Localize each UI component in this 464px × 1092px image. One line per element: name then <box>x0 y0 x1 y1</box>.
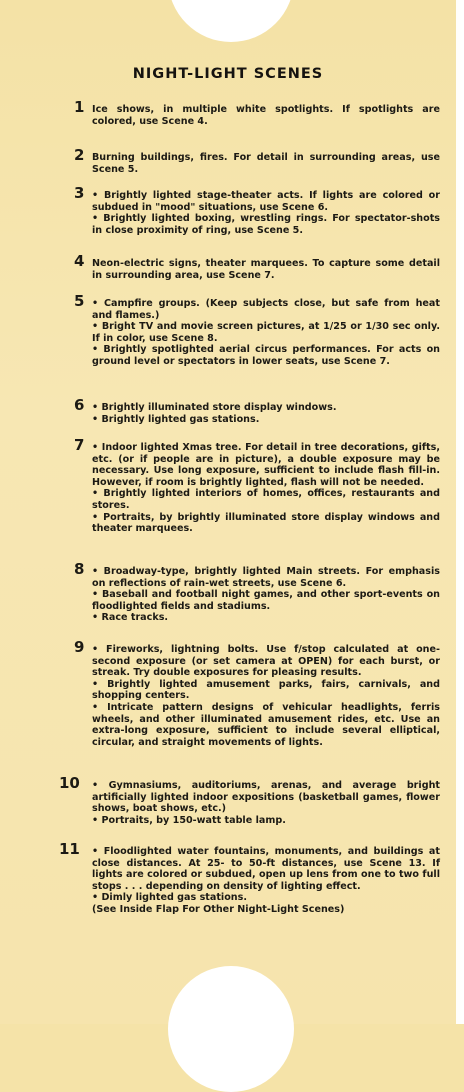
page-title: NIGHT-LIGHT SCENES <box>132 66 324 82</box>
scene-item <box>56 560 440 624</box>
scene-number: 2 <box>74 146 85 164</box>
scene-item <box>56 436 440 535</box>
scene-item <box>56 292 440 368</box>
scene-number: 11 <box>59 840 80 858</box>
scene-text: • Floodlighted water fountains, monuments, and buildings at close distances. At 25- to 50-ft distances, use Scene 13. If lights are colored or subdued, open up lens from one to two full stops . . . depending on density of lighting effect. • Dimly lighted gas stations. (See Inside Flap For Other Night-Light Scenes) <box>92 846 440 915</box>
scene-number: 9 <box>74 638 85 656</box>
scene-number: 6 <box>74 396 85 414</box>
scene-item <box>56 774 440 826</box>
scene-text: • Gymnasiums, auditoriums, arenas, and average bright artificially lighted indoor expositions (basketball games, flower shows, boat shows, etc.) • Portraits, by 150-watt table lamp. <box>92 780 440 826</box>
scene-number: 3 <box>74 184 85 202</box>
scene-number: 1 <box>74 98 85 116</box>
scene-text: • Brightly lighted stage-theater acts. If lights are colored or subdued in "mood" situations, use Scene 6. • Brightly lighted boxing, wrestling rings. For spectator-shots in close proximity of ring, use Scene 5. <box>92 190 440 236</box>
bottom-thumb-notch <box>168 966 294 1092</box>
scene-item <box>56 146 440 175</box>
scene-item <box>56 252 440 281</box>
scene-text: Burning buildings, fires. For detail in surrounding areas, use Scene 5. <box>92 152 440 175</box>
scene-item <box>56 184 440 236</box>
card-edge <box>456 0 464 1024</box>
scene-number: 4 <box>74 252 85 270</box>
scene-number: 10 <box>59 774 80 792</box>
scene-text: • Broadway-type, brightly lighted Main streets. For emphasis on reflections of rain-wet streets, use Scene 6. • Baseball and football night games, and other sport-events on floodlighted fields and stadiums. • Race tracks. <box>92 566 440 624</box>
scene-item <box>56 396 440 425</box>
scene-text: • Indoor lighted Xmas tree. For detail in tree decorations, gifts, etc. (or if people are in picture), a double exposure may be necessary. Use long exposure, sufficient to include flash fill-in. However, if room is brightly lighted, flash will not be needed. • Brightly lighted interiors of homes, offices, restaurants and stores. • Portraits, by brightly illuminated store display windows and theater marquees. <box>92 442 440 535</box>
scene-number: 7 <box>74 436 85 454</box>
scene-text: • Brightly illuminated store display windows. • Brightly lighted gas stations. <box>92 402 337 425</box>
scene-text: • Fireworks, lightning bolts. Use f/stop calculated at one-second exposure (or set camera at OPEN) for each burst, or streak. Try double exposures for pleasing results. • Brightly lighted amusement parks, fairs, carnivals, and shopping centers. • Intricate pattern designs of vehicular headlights, ferris wheels, and other illuminated amusement rides, etc. Use an extra-long exposure, sufficient to include several elliptical, circular, and straight movements of lights. <box>92 644 440 748</box>
scene-text: • Campfire groups. (Keep subjects close, but safe from heat and flames.) • Bright TV and movie screen pictures, at 1/25 or 1/30 sec only. If in color, use Scene 8. • Brightly spotlighted aerial circus performances. For acts on ground level or spectators in lower seats, use Scene 7. <box>92 298 440 367</box>
scene-item <box>56 98 440 127</box>
scene-number: 5 <box>74 292 85 310</box>
scene-text: Ice shows, in multiple white spotlights. If spotlights are colored, use Scene 4. <box>92 104 440 127</box>
scene-item <box>56 840 440 916</box>
scene-text: Neon-electric signs, theater marquees. To capture some detail in surrounding area, use Scene 7. <box>92 258 440 281</box>
scene-item <box>56 638 440 748</box>
scene-number: 8 <box>74 560 85 578</box>
